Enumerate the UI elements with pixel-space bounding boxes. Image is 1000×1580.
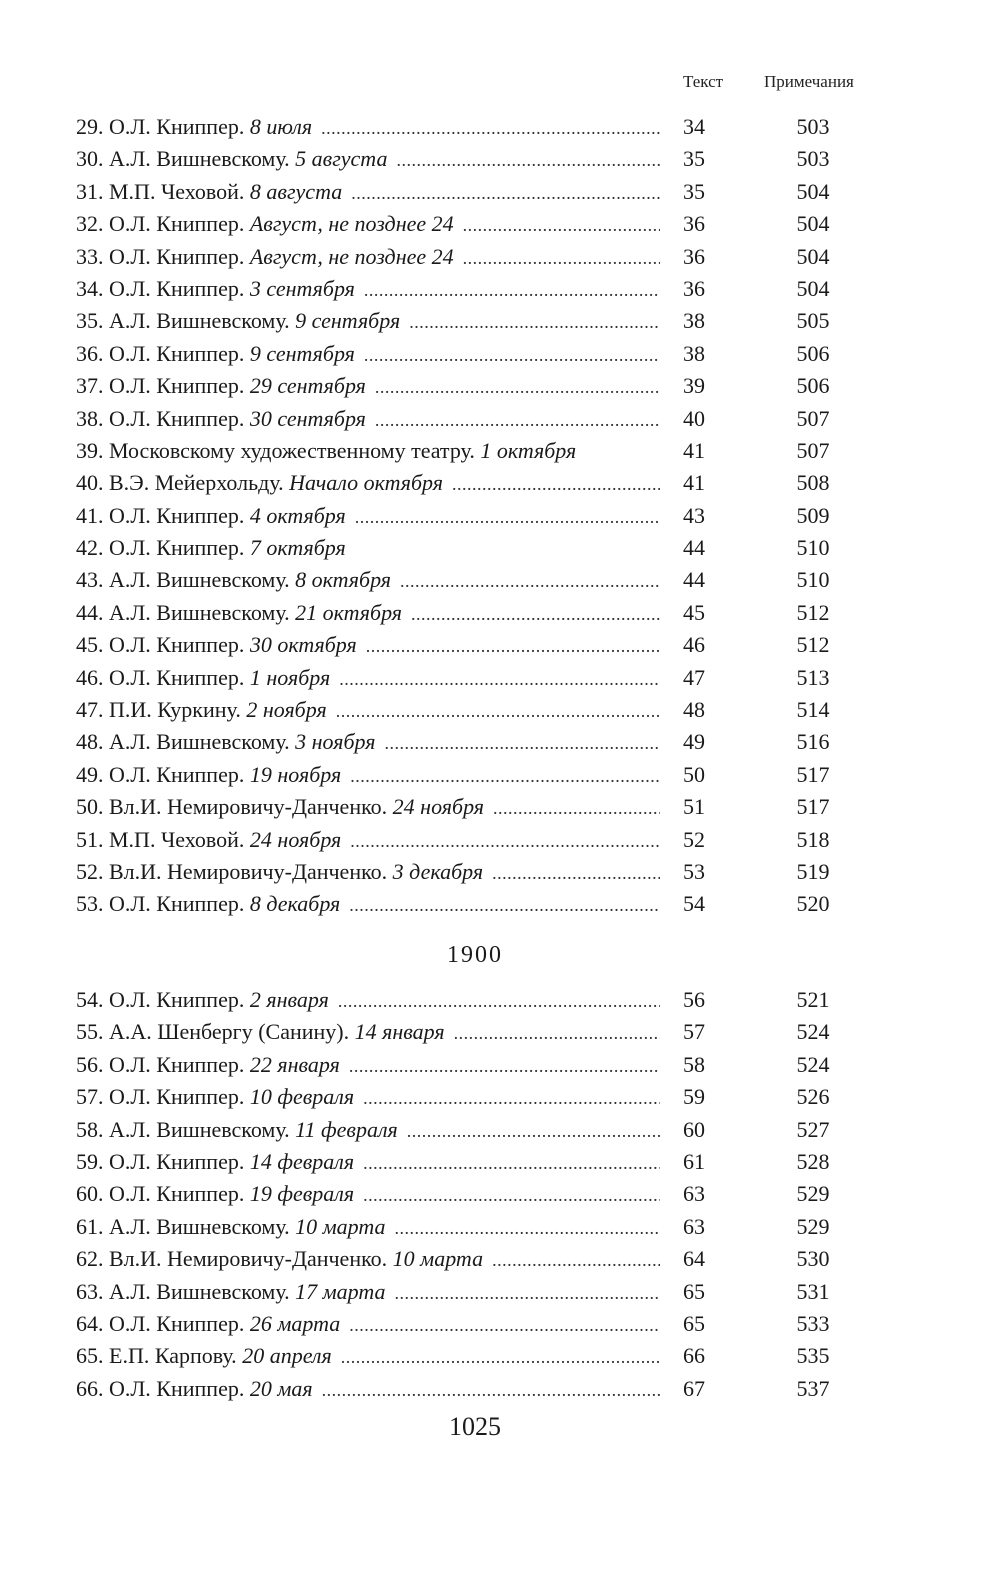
notes-page-number: 520 bbox=[796, 891, 830, 917]
toc-entry bbox=[76, 1373, 856, 1405]
toc-entry bbox=[76, 1178, 856, 1210]
text-page-number: 47 bbox=[683, 664, 705, 690]
toc-entry-title bbox=[76, 1114, 660, 1147]
toc-entry-title bbox=[76, 305, 660, 338]
entry-number: 63. bbox=[76, 1278, 104, 1304]
entry-number: 39. bbox=[76, 437, 104, 463]
entry-date: 8 октября bbox=[295, 567, 395, 592]
text-page-number: 65 bbox=[683, 1278, 705, 1304]
toc-entry-title bbox=[76, 726, 660, 759]
entry-date: 1 ноября bbox=[250, 665, 334, 690]
notes-page-number: 513 bbox=[796, 664, 830, 690]
toc-entry-title bbox=[76, 564, 660, 597]
text-page-number: 48 bbox=[683, 697, 705, 723]
text-page-number: 35 bbox=[683, 178, 705, 204]
toc-entry bbox=[76, 273, 856, 305]
entry-addressee: О.Л. Книппер. bbox=[109, 114, 245, 139]
toc-section-1899 bbox=[76, 111, 856, 921]
text-page-number: 44 bbox=[683, 535, 705, 561]
entry-addressee: О.Л. Книппер. bbox=[109, 632, 245, 658]
entry-number: 50. bbox=[76, 794, 104, 820]
toc-entry-title bbox=[76, 273, 660, 306]
entry-date: 21 октября bbox=[295, 600, 406, 625]
toc-entry bbox=[76, 759, 856, 791]
toc-entry bbox=[76, 467, 856, 499]
entry-date: 17 марта bbox=[295, 1279, 389, 1304]
notes-page-number: 516 bbox=[796, 729, 830, 755]
entry-date: 7 октября bbox=[250, 535, 350, 560]
entry-addressee: О.Л. Книппер. bbox=[109, 1148, 245, 1174]
toc-entry bbox=[76, 824, 856, 856]
entry-addressee: Вл.И. Немировичу-Данченко. bbox=[109, 794, 388, 820]
toc-entry bbox=[76, 856, 856, 888]
text-page-number: 40 bbox=[683, 405, 705, 431]
entry-date: 26 марта bbox=[250, 1311, 344, 1336]
toc-entry-title bbox=[76, 500, 660, 533]
toc-entry-title bbox=[76, 143, 660, 176]
entry-addressee: О.Л. Книппер. bbox=[109, 405, 245, 431]
text-page-number: 53 bbox=[683, 858, 705, 884]
entry-date: 2 января bbox=[250, 987, 333, 1012]
entry-addressee: О.Л. Книппер. bbox=[109, 987, 245, 1012]
toc-entry-title bbox=[76, 791, 660, 824]
entry-addressee: О.Л. Книппер. bbox=[109, 761, 245, 787]
page-number: 1025 bbox=[449, 1412, 501, 1441]
notes-page-number: 508 bbox=[796, 470, 830, 496]
toc-entry-title bbox=[76, 1081, 660, 1114]
text-page-number: 66 bbox=[683, 1343, 705, 1369]
entry-addressee: О.Л. Книппер. bbox=[109, 502, 245, 528]
toc-entry-title bbox=[76, 984, 660, 1017]
entry-addressee: Московскому художественному театру. bbox=[109, 437, 475, 463]
entry-date: 14 января bbox=[355, 1019, 449, 1044]
entry-number: 60. bbox=[76, 1181, 104, 1207]
toc-entry bbox=[76, 338, 856, 370]
entry-date: 1 октября bbox=[480, 438, 580, 463]
entry-number: 65. bbox=[76, 1343, 104, 1369]
entry-addressee: О.Л. Книппер. bbox=[109, 275, 245, 301]
text-page-number: 44 bbox=[683, 567, 705, 593]
entry-date: 3 сентября bbox=[250, 276, 359, 301]
toc-entry bbox=[76, 1243, 856, 1275]
entry-addressee: О.Л. Книппер. bbox=[109, 1084, 245, 1110]
entry-date: 29 сентября bbox=[250, 373, 370, 398]
notes-page-number: 519 bbox=[796, 858, 830, 884]
entry-addressee: А.Л. Вишневскому. bbox=[109, 729, 290, 755]
toc-entry-title bbox=[76, 370, 660, 403]
toc-entry bbox=[76, 984, 856, 1016]
notes-page-number: 535 bbox=[796, 1343, 830, 1369]
toc-entry bbox=[76, 500, 856, 532]
toc-entry-title bbox=[76, 467, 660, 500]
toc-entry-title bbox=[76, 694, 660, 727]
toc-entry bbox=[76, 1081, 856, 1113]
entry-number: 42. bbox=[76, 535, 104, 561]
entry-number: 56. bbox=[76, 1051, 104, 1077]
entry-addressee: А.Л. Вишневскому. bbox=[109, 1116, 290, 1142]
toc-entry bbox=[76, 1146, 856, 1178]
year-heading: 1900 bbox=[447, 942, 503, 968]
entry-number: 57. bbox=[76, 1084, 104, 1110]
text-page-number: 59 bbox=[683, 1084, 705, 1110]
entry-date: 24 ноября bbox=[250, 827, 345, 852]
text-page-number: 60 bbox=[683, 1116, 705, 1142]
entry-addressee: Вл.И. Немировичу-Данченко. bbox=[109, 858, 388, 884]
entry-number: 51. bbox=[76, 826, 104, 852]
toc-entry bbox=[76, 726, 856, 758]
entry-date: 10 февраля bbox=[250, 1084, 358, 1109]
text-page-number: 65 bbox=[683, 1310, 705, 1336]
text-page-number: 34 bbox=[683, 114, 705, 139]
text-page-number: 63 bbox=[683, 1181, 705, 1207]
text-page-number: 39 bbox=[683, 373, 705, 399]
toc-entry bbox=[76, 1211, 856, 1243]
entry-date: 20 мая bbox=[250, 1376, 317, 1401]
text-page-number: 41 bbox=[683, 437, 705, 463]
column-header-text: Текст bbox=[683, 72, 724, 91]
toc-entry-title bbox=[76, 111, 660, 144]
notes-page-number: 529 bbox=[796, 1213, 830, 1239]
notes-page-number: 507 bbox=[796, 437, 830, 463]
text-page-number: 51 bbox=[683, 794, 705, 820]
entry-date: 22 января bbox=[250, 1052, 344, 1077]
notes-page-number: 512 bbox=[796, 632, 830, 658]
text-page-number: 36 bbox=[683, 211, 705, 237]
entry-number: 36. bbox=[76, 340, 104, 366]
entry-date: 5 августа bbox=[295, 146, 391, 171]
entry-addressee: М.П. Чеховой. bbox=[109, 178, 245, 204]
notes-page-number: 528 bbox=[796, 1148, 830, 1174]
entry-number: 31. bbox=[76, 178, 104, 204]
toc-entry bbox=[76, 370, 856, 402]
text-page-number: 49 bbox=[683, 729, 705, 755]
entry-date: Август, не позднее 24 bbox=[250, 244, 458, 269]
notes-page-number: 526 bbox=[796, 1084, 830, 1110]
toc-entry bbox=[76, 403, 856, 435]
entry-number: 41. bbox=[76, 502, 104, 528]
entry-number: 47. bbox=[76, 697, 104, 723]
entry-date: Август, не позднее 24 bbox=[250, 211, 458, 236]
entry-number: 53. bbox=[76, 891, 104, 917]
entry-addressee: А.Л. Вишневскому. bbox=[109, 308, 290, 334]
notes-page-number: 509 bbox=[796, 502, 830, 528]
entry-addressee: О.Л. Книппер. bbox=[109, 1375, 245, 1401]
toc-entry-title bbox=[76, 662, 660, 695]
notes-page-number: 517 bbox=[796, 794, 830, 820]
toc-entry bbox=[76, 597, 856, 629]
notes-page-number: 504 bbox=[796, 178, 830, 204]
notes-page-number: 504 bbox=[796, 211, 830, 237]
text-page-number: 56 bbox=[683, 987, 705, 1012]
text-page-number: 63 bbox=[683, 1213, 705, 1239]
toc-entry-title bbox=[76, 1211, 660, 1244]
text-page-number: 46 bbox=[683, 632, 705, 658]
entry-date: 10 марта bbox=[393, 1246, 487, 1271]
toc-entry-title bbox=[76, 338, 660, 371]
notes-page-number: 505 bbox=[796, 308, 830, 334]
toc-entry bbox=[76, 111, 856, 143]
entry-date: Начало октября bbox=[289, 470, 447, 495]
toc-entry bbox=[76, 791, 856, 823]
toc-entry bbox=[76, 532, 856, 564]
notes-page-number: 503 bbox=[796, 146, 830, 172]
toc-entry bbox=[76, 629, 856, 661]
entry-number: 61. bbox=[76, 1213, 104, 1239]
entry-date: 9 сентября bbox=[295, 308, 404, 333]
text-page-number: 36 bbox=[683, 275, 705, 301]
entry-addressee: А.Л. Вишневскому. bbox=[109, 1278, 290, 1304]
toc-entry-title bbox=[76, 1308, 660, 1341]
toc-entry bbox=[76, 1016, 856, 1048]
entry-number: 43. bbox=[76, 567, 104, 593]
entry-addressee: О.Л. Книппер. bbox=[109, 211, 245, 237]
notes-page-number: 507 bbox=[796, 405, 830, 431]
entry-number: 59. bbox=[76, 1148, 104, 1174]
entry-number: 64. bbox=[76, 1310, 104, 1336]
entry-number: 38. bbox=[76, 405, 104, 431]
text-page-number: 52 bbox=[683, 826, 705, 852]
entry-addressee: О.Л. Книппер. bbox=[109, 373, 245, 399]
entry-addressee: А.Л. Вишневскому. bbox=[109, 1213, 290, 1239]
text-page-number: 64 bbox=[683, 1246, 705, 1272]
entry-number: 62. bbox=[76, 1246, 104, 1272]
toc-entry-title bbox=[76, 403, 660, 436]
entry-number: 48. bbox=[76, 729, 104, 755]
notes-page-number: 504 bbox=[796, 243, 830, 269]
toc-entry bbox=[76, 564, 856, 596]
entry-date: 3 ноября bbox=[295, 729, 379, 754]
toc-entry-title bbox=[76, 1016, 660, 1049]
notes-page-number: 512 bbox=[796, 599, 830, 625]
entry-date: 3 декабря bbox=[393, 859, 487, 884]
toc-entry-title bbox=[76, 597, 660, 630]
toc-entry bbox=[76, 435, 856, 467]
notes-page-number: 510 bbox=[796, 567, 830, 593]
entry-date: 4 октября bbox=[250, 503, 350, 528]
notes-page-number: 503 bbox=[796, 114, 830, 139]
entry-addressee: О.Л. Книппер. bbox=[109, 340, 245, 366]
entry-addressee: О.Л. Книппер. bbox=[109, 535, 245, 561]
entry-date: 10 марта bbox=[295, 1214, 389, 1239]
toc-entry bbox=[76, 1308, 856, 1340]
text-page-number: 57 bbox=[683, 1019, 705, 1045]
text-page-number: 36 bbox=[683, 243, 705, 269]
entry-date: 8 июля bbox=[250, 114, 316, 139]
text-page-number: 67 bbox=[683, 1375, 705, 1401]
text-page-number: 58 bbox=[683, 1051, 705, 1077]
notes-page-number: 506 bbox=[796, 373, 830, 399]
toc-entry bbox=[76, 1049, 856, 1081]
toc-entry-title bbox=[76, 1340, 660, 1373]
entry-number: 44. bbox=[76, 599, 104, 625]
entry-number: 49. bbox=[76, 761, 104, 787]
entry-number: 30. bbox=[76, 146, 104, 172]
entry-date: 9 сентября bbox=[250, 341, 359, 366]
toc-entry-title bbox=[76, 824, 660, 857]
toc-entry-title bbox=[76, 435, 660, 467]
entry-addressee: О.Л. Книппер. bbox=[109, 1181, 245, 1207]
toc-entry bbox=[76, 208, 856, 240]
notes-page-number: 510 bbox=[796, 535, 830, 561]
entry-addressee: А.Л. Вишневскому. bbox=[109, 599, 290, 625]
entry-addressee: О.Л. Книппер. bbox=[109, 1051, 245, 1077]
entry-date: 19 ноября bbox=[250, 762, 345, 787]
entry-number: 35. bbox=[76, 308, 104, 334]
entry-number: 52. bbox=[76, 858, 104, 884]
notes-page-number: 529 bbox=[796, 1181, 830, 1207]
entry-number: 66. bbox=[76, 1375, 104, 1401]
entry-number: 46. bbox=[76, 664, 104, 690]
toc-entry bbox=[76, 694, 856, 726]
toc-entry bbox=[76, 1114, 856, 1146]
entry-addressee: О.Л. Книппер. bbox=[109, 243, 245, 269]
entry-addressee: П.И. Куркину. bbox=[109, 697, 241, 723]
toc-section-1900 bbox=[76, 984, 856, 1405]
text-page-number: 61 bbox=[683, 1148, 705, 1174]
entry-number: 33. bbox=[76, 243, 104, 269]
toc-entry bbox=[76, 1276, 856, 1308]
text-page-number: 38 bbox=[683, 308, 705, 334]
entry-addressee: Вл.И. Немировичу-Данченко. bbox=[109, 1246, 388, 1272]
entry-date: 19 февраля bbox=[250, 1181, 358, 1206]
entry-date: 30 сентября bbox=[250, 406, 370, 431]
toc-entry-title bbox=[76, 1276, 660, 1309]
toc-entry-title bbox=[76, 1049, 660, 1082]
notes-page-number: 504 bbox=[796, 275, 830, 301]
toc-entry-title bbox=[76, 629, 660, 662]
column-header-notes: Примечания bbox=[764, 72, 854, 91]
entry-addressee: В.Э. Мейерхольду. bbox=[109, 470, 284, 496]
toc-entry bbox=[76, 176, 856, 208]
text-page-number: 41 bbox=[683, 470, 705, 496]
text-page-number: 43 bbox=[683, 502, 705, 528]
notes-page-number: 517 bbox=[796, 761, 830, 787]
entry-date: 30 октября bbox=[250, 632, 361, 657]
text-page-number: 50 bbox=[683, 761, 705, 787]
entry-addressee: А.Л. Вишневскому. bbox=[109, 146, 290, 172]
notes-page-number: 506 bbox=[796, 340, 830, 366]
entry-number: 55. bbox=[76, 1019, 104, 1045]
entry-addressee: А.А. Шенбергу (Санину). bbox=[109, 1019, 350, 1045]
entry-addressee: О.Л. Книппер. bbox=[109, 891, 245, 917]
entry-addressee: А.Л. Вишневскому. bbox=[109, 567, 290, 593]
entry-date: 8 августа bbox=[250, 179, 346, 204]
entry-addressee: Е.П. Карпову. bbox=[109, 1343, 237, 1369]
notes-page-number: 537 bbox=[796, 1375, 830, 1401]
text-page-number: 35 bbox=[683, 146, 705, 172]
toc-entry-title bbox=[76, 241, 660, 274]
text-page-number: 38 bbox=[683, 340, 705, 366]
text-page-number: 54 bbox=[683, 891, 705, 917]
toc-entry-title bbox=[76, 176, 660, 209]
toc-entry-title bbox=[76, 1178, 660, 1211]
notes-page-number: 533 bbox=[796, 1310, 830, 1336]
notes-page-number: 524 bbox=[796, 1019, 830, 1045]
notes-page-number: 524 bbox=[796, 1051, 830, 1077]
entry-date: 2 ноября bbox=[246, 697, 330, 722]
toc-entry-title bbox=[76, 208, 660, 241]
notes-page-number: 530 bbox=[796, 1246, 830, 1272]
toc-entry-title bbox=[76, 888, 660, 921]
toc-entry bbox=[76, 1340, 856, 1372]
entry-date: 14 февраля bbox=[250, 1149, 358, 1174]
entry-date: 11 февраля bbox=[295, 1117, 402, 1142]
toc-entry bbox=[76, 143, 856, 175]
notes-page-number: 527 bbox=[796, 1116, 830, 1142]
toc-entry-title bbox=[76, 759, 660, 792]
toc-entry bbox=[76, 305, 856, 337]
entry-date: 24 ноября bbox=[393, 794, 488, 819]
entry-addressee: М.П. Чеховой. bbox=[109, 826, 245, 852]
toc-entry-title bbox=[76, 1373, 660, 1406]
entry-number: 58. bbox=[76, 1116, 104, 1142]
toc-entry-title bbox=[76, 532, 660, 564]
entry-number: 40. bbox=[76, 470, 104, 496]
notes-page-number: 514 bbox=[796, 697, 830, 723]
toc-entry-title bbox=[76, 856, 660, 889]
entry-number: 37. bbox=[76, 373, 104, 399]
entry-date: 8 декабря bbox=[250, 891, 344, 916]
entry-date: 20 апреля bbox=[242, 1343, 336, 1368]
notes-page-number: 531 bbox=[796, 1278, 830, 1304]
toc-entry-title bbox=[76, 1146, 660, 1179]
text-page-number: 45 bbox=[683, 599, 705, 625]
entry-addressee: О.Л. Книппер. bbox=[109, 1310, 245, 1336]
notes-page-number: 521 bbox=[796, 987, 830, 1012]
entry-addressee: О.Л. Книппер. bbox=[109, 664, 245, 690]
toc-entry bbox=[76, 662, 856, 694]
toc-entry bbox=[76, 241, 856, 273]
entry-number: 29. bbox=[76, 114, 104, 139]
entry-number: 32. bbox=[76, 211, 104, 237]
entry-number: 34. bbox=[76, 275, 104, 301]
entry-number: 45. bbox=[76, 632, 104, 658]
entry-number: 54. bbox=[76, 987, 104, 1012]
notes-page-number: 518 bbox=[796, 826, 830, 852]
toc-entry bbox=[76, 888, 856, 920]
toc-entry-title bbox=[76, 1243, 660, 1276]
